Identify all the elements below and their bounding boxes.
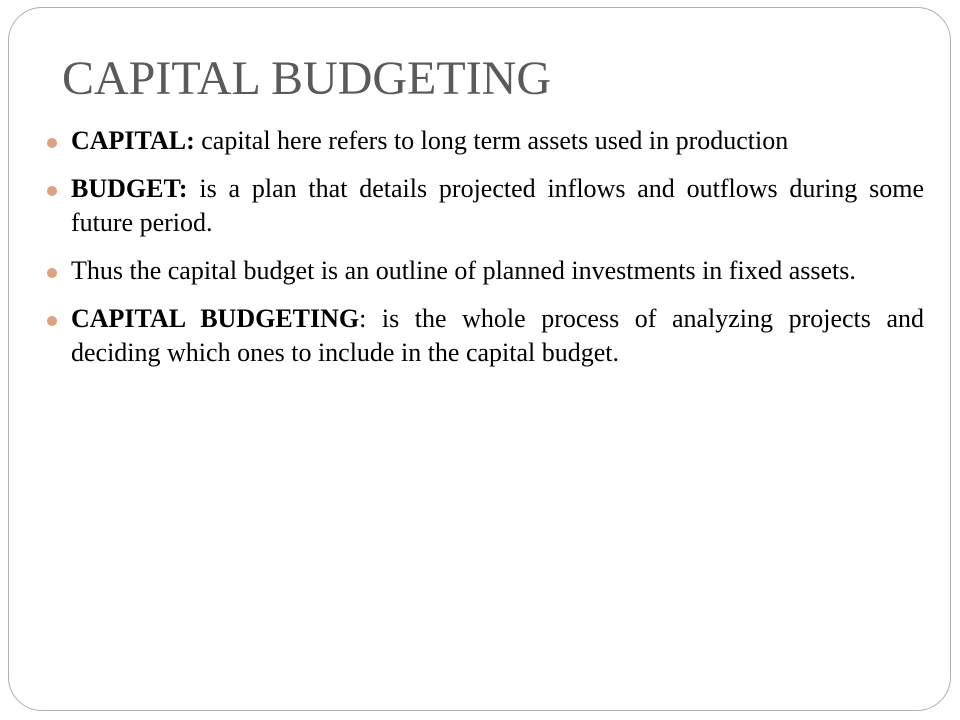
bullet-term: CAPITAL BUDGETING: [71, 304, 360, 333]
bullet-marker-icon: [47, 186, 57, 196]
bullet-marker-icon: [47, 138, 57, 148]
bullet-capital-budgeting: [47, 302, 924, 370]
bullet-term: CAPITAL:: [71, 126, 195, 155]
bullet-text: capital here refers to long term assets used in production: [194, 126, 789, 155]
bullet-list: [47, 124, 924, 384]
bullet-marker-icon: [47, 316, 57, 326]
bullet-text: is a plan that details projected inflows and outflows during some future period.: [71, 174, 924, 237]
bullet-capital-budget: [47, 254, 924, 288]
bullet-capital: [47, 124, 924, 158]
bullet-budget: [47, 172, 924, 240]
bullet-marker-icon: [47, 268, 57, 278]
bullet-text: Thus the capital budget is an outline of planned investments in fixed assets.: [71, 256, 856, 285]
slide-title: CAPITAL BUDGETING: [62, 52, 551, 105]
bullet-term: BUDGET:: [71, 174, 188, 203]
bullet-text: : is the whole process of analyzing projects and deciding which ones to include in the capital budget.: [71, 304, 924, 367]
